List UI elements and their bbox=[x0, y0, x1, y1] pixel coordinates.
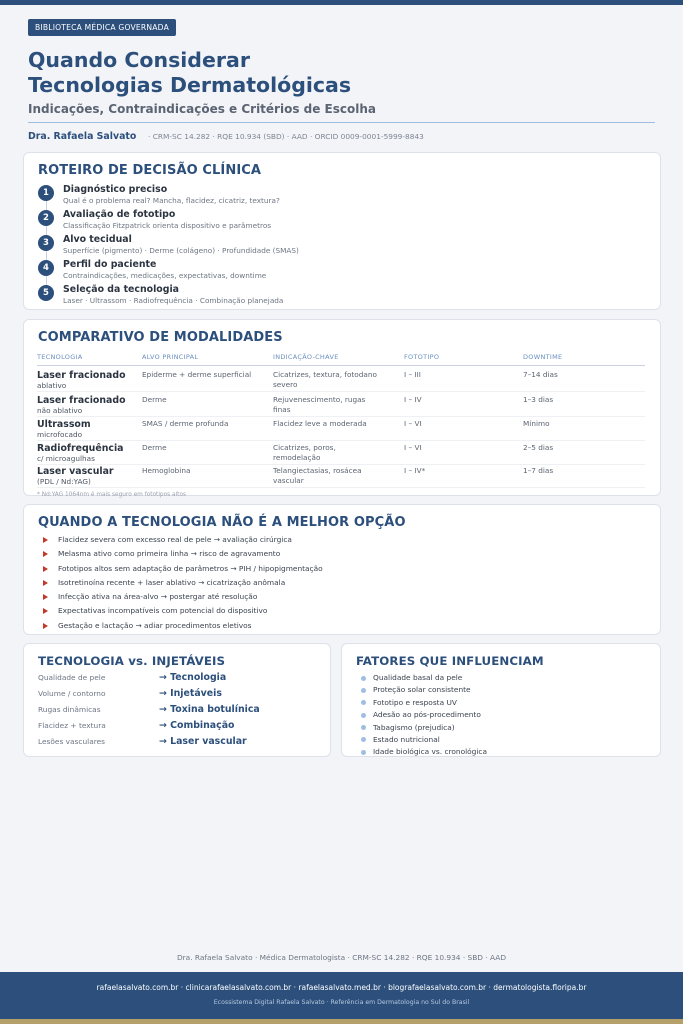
cell-downtime: Mínimo bbox=[523, 419, 550, 428]
list-item bbox=[43, 564, 323, 578]
cell-technology bbox=[37, 419, 91, 439]
cell-technology bbox=[37, 466, 114, 486]
dot-bullet-icon bbox=[361, 750, 366, 755]
dot-bullet-icon bbox=[361, 725, 366, 730]
cell-indication: Cicatrizes, poros, remodelação bbox=[273, 443, 336, 462]
vs-recommendation: → Combinação bbox=[159, 720, 235, 731]
technology-name: Laser fracionado bbox=[37, 395, 126, 406]
list-item-text: Estado nutricional bbox=[373, 734, 440, 744]
footer-links[interactable]: rafaelasalvato.com.br · clinicarafaelasalvato.com.br · rafaelasalvato.med.br · blografaelasalvato.com.br · dermatologista.floripa.br bbox=[96, 983, 587, 992]
list-item bbox=[43, 606, 323, 620]
dot-bullet-icon bbox=[361, 737, 366, 742]
vs-indication: Volume / contorno bbox=[38, 689, 106, 698]
contraindications-list bbox=[43, 535, 323, 635]
vs-row bbox=[38, 720, 323, 736]
technology-name: Laser fracionado bbox=[37, 370, 126, 381]
triangle-bullet-icon bbox=[43, 580, 48, 586]
step-title: Avaliação de fototipo bbox=[63, 209, 176, 220]
triangle-bullet-icon bbox=[43, 623, 48, 629]
vs-indication: Lesões vasculares bbox=[38, 737, 106, 746]
roadmap-step bbox=[38, 284, 638, 309]
cell-downtime: 1–7 dias bbox=[523, 466, 554, 475]
decision-roadmap-card bbox=[23, 152, 661, 310]
technology-subtype: c/ microagulhas bbox=[37, 454, 95, 463]
cell-phototype: I – IV bbox=[404, 395, 422, 404]
cell-indication: Rejuvenescimento, rugas finas bbox=[273, 395, 366, 414]
step-title: Perfil do paciente bbox=[63, 259, 157, 270]
step-description: Classificação Fitzpatrick orienta dispositivo e parâmetros bbox=[63, 221, 272, 230]
site-footer bbox=[0, 972, 683, 1019]
author-name: Dra. Rafaela Salvato bbox=[28, 131, 137, 142]
table-header-indication: INDICAÇÃO-CHAVE bbox=[273, 353, 339, 361]
author-credentials: · CRM-SC 14.282 · RQE 10.934 (SBD) · AAD · ORCID 0009-0001-5999-8843 bbox=[148, 132, 424, 141]
triangle-bullet-icon bbox=[43, 537, 48, 543]
list-item-text: Tabagismo (prejudica) bbox=[373, 722, 455, 732]
cell-indication: Flacidez leve a moderada bbox=[273, 419, 367, 428]
list-item-text: Qualidade basal da pele bbox=[373, 673, 463, 682]
vs-recommendation: → Injetáveis bbox=[159, 688, 222, 699]
list-item-text: Idade biológica vs. cronológica bbox=[373, 747, 488, 757]
contraindications-title: QUANDO A TECNOLOGIA NÃO É A MELHOR OPÇÃO bbox=[38, 515, 406, 530]
table-header-target: ALVO PRINCIPAL bbox=[142, 353, 199, 361]
triangle-bullet-icon bbox=[43, 594, 48, 600]
table-footnote: * Nd:YAG 1064nm é mais seguro em fototipos altos bbox=[37, 492, 187, 498]
list-item-text: Fototipo e resposta UV bbox=[373, 697, 457, 707]
roadmap-step bbox=[38, 209, 638, 234]
contraindications-card bbox=[23, 504, 661, 635]
influencing-factors-card bbox=[341, 643, 661, 757]
step-title: Alvo tecidual bbox=[63, 234, 132, 245]
list-item bbox=[43, 592, 323, 606]
page-subtitle: Indicações, Contraindicações e Critérios de Escolha bbox=[28, 102, 377, 116]
step-number: 3 bbox=[38, 235, 54, 251]
list-item-text: Adesão ao pós-procedimento bbox=[373, 710, 481, 720]
factors-title: FATORES QUE INFLUENCIAM bbox=[356, 654, 544, 668]
table-row bbox=[37, 464, 645, 488]
list-item bbox=[361, 685, 487, 697]
bottom-gold-rule bbox=[0, 1019, 683, 1024]
vs-row bbox=[38, 704, 323, 720]
step-description: Laser · Ultrassom · Radiofrequência · Combinação planejada bbox=[63, 296, 284, 305]
vs-row bbox=[38, 736, 323, 752]
page-title bbox=[28, 48, 351, 98]
table-header-phototype: FOTOTIPO bbox=[404, 353, 440, 361]
technology-subtype: ablativo bbox=[37, 381, 67, 390]
list-item bbox=[361, 747, 487, 759]
cell-phototype: I – IV* bbox=[404, 466, 426, 475]
title-line-2: Tecnologias Dermatológicas bbox=[28, 73, 352, 97]
triangle-bullet-icon bbox=[43, 566, 48, 572]
cell-phototype: I – VI bbox=[404, 443, 422, 452]
table-row bbox=[37, 368, 645, 392]
dot-bullet-icon bbox=[361, 713, 366, 718]
list-item bbox=[43, 535, 323, 549]
roadmap-step bbox=[38, 184, 638, 209]
cell-technology bbox=[37, 395, 126, 415]
cell-phototype: I – III bbox=[404, 370, 421, 379]
vs-indication: Qualidade de pele bbox=[38, 673, 106, 682]
step-number: 5 bbox=[38, 285, 54, 301]
list-item bbox=[361, 698, 487, 710]
title-divider bbox=[28, 122, 655, 123]
list-item-text: Flacidez severa com excesso real de pele → avaliação cirúrgica bbox=[58, 535, 292, 544]
step-description: Qual é o problema real? Mancha, flacidez, cicatriz, textura? bbox=[63, 196, 280, 205]
list-item bbox=[43, 621, 323, 635]
factors-list bbox=[361, 673, 487, 760]
cell-target: Derme bbox=[142, 395, 167, 404]
cell-target: Epiderme + derme superficial bbox=[142, 370, 252, 379]
cell-indication: Telangiectasias, rosácea vascular bbox=[273, 466, 362, 485]
table-header-downtime: DOWNTIME bbox=[523, 353, 563, 361]
vs-title: TECNOLOGIA vs. INJETÁVEIS bbox=[38, 654, 226, 668]
step-description: Superfície (pigmento) · Derme (colágeno) · Profundidade (SMAS) bbox=[63, 246, 299, 255]
list-item-text: Expectativas incompatíveis com potencial do dispositivo bbox=[58, 606, 268, 616]
list-item bbox=[43, 578, 323, 592]
list-item bbox=[361, 710, 487, 722]
cell-target: Derme bbox=[142, 443, 167, 452]
table-header-divider bbox=[37, 365, 645, 366]
vs-recommendation: → Tecnologia bbox=[159, 672, 227, 683]
triangle-bullet-icon bbox=[43, 608, 48, 614]
dot-bullet-icon bbox=[361, 676, 366, 681]
cell-downtime: 7–14 dias bbox=[523, 370, 558, 379]
list-item-text: Infecção ativa na área-alvo → postergar até resolução bbox=[58, 592, 258, 602]
roadmap-step bbox=[38, 259, 638, 284]
roadmap-steps bbox=[38, 184, 638, 309]
cell-technology bbox=[37, 443, 124, 463]
technology-subtype: microfocado bbox=[37, 430, 83, 439]
vs-indication: Rugas dinâmicas bbox=[38, 705, 101, 714]
list-item bbox=[361, 673, 487, 685]
technology-name: Laser vascular bbox=[37, 466, 114, 477]
list-item bbox=[361, 723, 487, 735]
roadmap-step bbox=[38, 234, 638, 259]
technology-name: Radiofrequência bbox=[37, 443, 124, 454]
top-rule bbox=[0, 0, 683, 5]
triangle-bullet-icon bbox=[43, 551, 48, 557]
table-row bbox=[37, 417, 645, 441]
cell-target: SMAS / derme profunda bbox=[142, 419, 229, 428]
cell-phototype: I – VI bbox=[404, 419, 422, 428]
cell-target: Hemoglobina bbox=[142, 466, 191, 475]
dot-bullet-icon bbox=[361, 700, 366, 705]
list-item-text: Melasma ativo como primeira linha → risco de agravamento bbox=[58, 549, 281, 559]
list-item-text: Proteção solar consistente bbox=[373, 685, 471, 695]
author-signature-line: Dra. Rafaela Salvato · Médica Dermatologista · CRM-SC 14.282 · RQE 10.934 · SBD · AAD bbox=[176, 953, 507, 962]
vs-row bbox=[38, 688, 323, 704]
cell-downtime: 1–3 dias bbox=[523, 395, 554, 404]
step-number: 4 bbox=[38, 260, 54, 276]
list-item-text: Fototipos altos sem adaptação de parâmetros → PIH / hipopigmentação bbox=[58, 563, 323, 573]
list-item-text: Gestação e lactação → adiar procedimentos eletivos bbox=[58, 620, 252, 630]
vs-indication: Flacidez + textura bbox=[38, 721, 106, 730]
cell-technology bbox=[37, 370, 126, 390]
vs-row bbox=[38, 672, 323, 688]
cell-indication: Cicatrizes, textura, fotodano severo bbox=[273, 370, 377, 389]
vs-recommendation: → Laser vascular bbox=[159, 736, 247, 747]
vs-recommendation: → Toxina botulínica bbox=[159, 704, 260, 715]
step-title: Diagnóstico preciso bbox=[63, 184, 168, 195]
technology-subtype: (PDL / Nd:YAG) bbox=[37, 477, 91, 486]
dot-bullet-icon bbox=[361, 688, 366, 693]
technology-name: Ultrassom bbox=[37, 419, 91, 430]
table-row bbox=[37, 441, 645, 465]
library-badge: BIBLIOTECA MÉDICA GOVERNADA bbox=[28, 19, 176, 36]
list-item-text: Isotretinoína recente + laser ablativo → cicatrização anômala bbox=[58, 577, 286, 587]
title-line-1: Quando Considerar bbox=[28, 48, 250, 72]
table-row bbox=[37, 393, 645, 417]
list-item bbox=[361, 735, 487, 747]
table-header-technology: TECNOLOGIA bbox=[37, 353, 83, 361]
technology-vs-injectables-card bbox=[23, 643, 331, 757]
technology-subtype: não ablativo bbox=[37, 406, 83, 415]
list-item bbox=[43, 549, 323, 563]
footer-tagline: Ecossistema Digital Rafaela Salvato · Referência em Dermatologia no Sul do Brasil bbox=[213, 999, 470, 1006]
cell-downtime: 2–5 dias bbox=[523, 443, 554, 452]
step-number: 1 bbox=[38, 185, 54, 201]
step-number: 2 bbox=[38, 210, 54, 226]
comparison-title: COMPARATIVO DE MODALIDADES bbox=[38, 330, 283, 345]
roadmap-title: ROTEIRO DE DECISÃO CLÍNICA bbox=[38, 163, 262, 178]
step-title: Seleção da tecnologia bbox=[63, 284, 179, 295]
step-description: Contraindicações, medicações, expectativas, downtime bbox=[63, 271, 267, 280]
